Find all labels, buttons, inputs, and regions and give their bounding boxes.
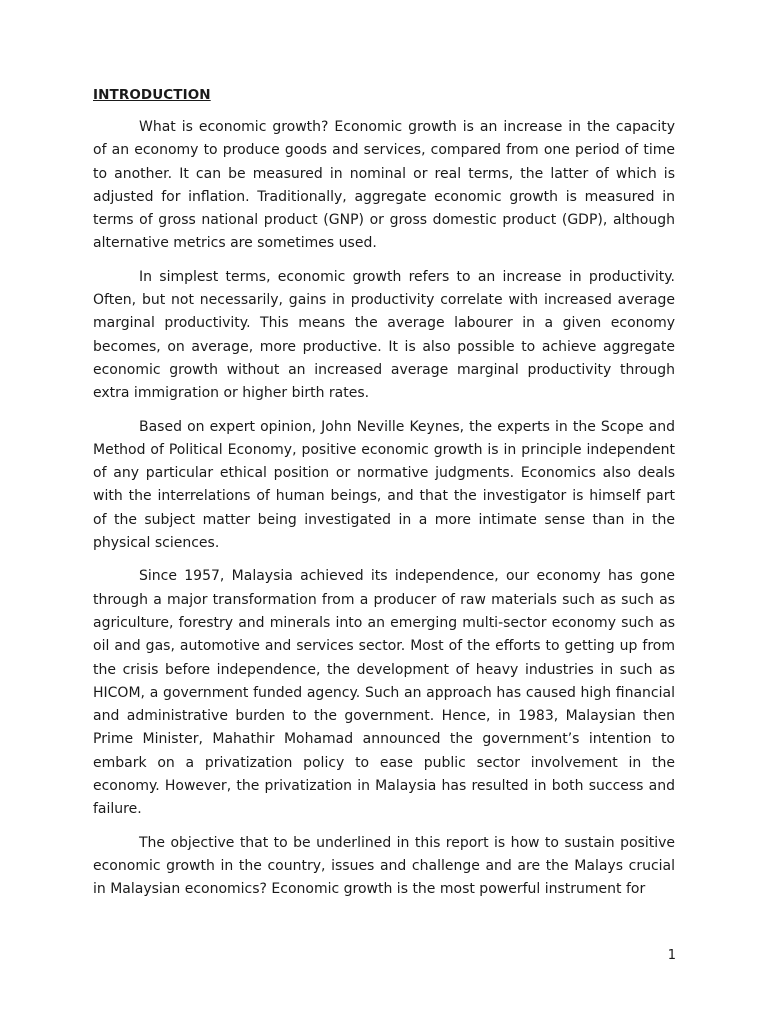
page-content <box>93 84 675 912</box>
page-number: 1 <box>667 948 676 963</box>
paragraph-economic-growth-definition: What is economic growth? Economic growth is an increase in the capacity of an economy to produce goods and services, compared from one period of time to another. It can be measured in nominal or real terms, the latter of which is adjusted for inflation. Traditionally, aggregate economic growth is measured in terms of gross national product (GNP) or gross domestic product (GDP), although alternative metrics are sometimes used. <box>93 119 675 252</box>
section-heading: INTRODUCTION <box>93 87 211 103</box>
paragraph-productivity: In simplest terms, economic growth refers to an increase in productivity. Often, but not necessarily, gains in productivity correlate with increased average marginal productivity. This means the average labourer in a given economy becomes, on average, more productive. It is also possible to achieve aggregate economic growth without an increased average marginal productivity through extra immigration or higher birth rates. <box>93 268 675 402</box>
paragraph-malaysia-history: Since 1957, Malaysia achieved its independence, our economy has gone through a major transformation from a producer of raw materials such as such as agriculture, forestry and minerals into an emerging multi-sector economy such as oil and gas, automotive and services sector. Most of the efforts to getting up from the crisis before independence, the development of heavy industries in such as HICOM, a government funded agency. Such an approach has caused high financial and administrative burden to the government. Hence, in 1983, Malaysian then Prime Minister, Mahathir Mohamad announced the government’s intention to embark on a privatization policy to ease public sector involvement in the economy. However, the privatization in Malaysia has resulted in both success and failure. <box>93 568 675 818</box>
paragraph-keynes-opinion: Based on expert opinion, John Neville Keynes, the experts in the Scope and Method of Political Economy, positive economic growth is in principle independent of any particular ethical position or normative judgments. Economics also deals with the interrelations of human beings, and that the investigator is himself part of the subject matter being investigated in a more intimate sense than in the physical sciences. <box>93 418 675 552</box>
paragraph-report-objective: The objective that to be underlined in this report is how to sustain positive economic growth in the country, issues and challenge and are the Malays crucial in Malaysian economics? Economic growth is the most powerful instrument for <box>93 834 675 898</box>
